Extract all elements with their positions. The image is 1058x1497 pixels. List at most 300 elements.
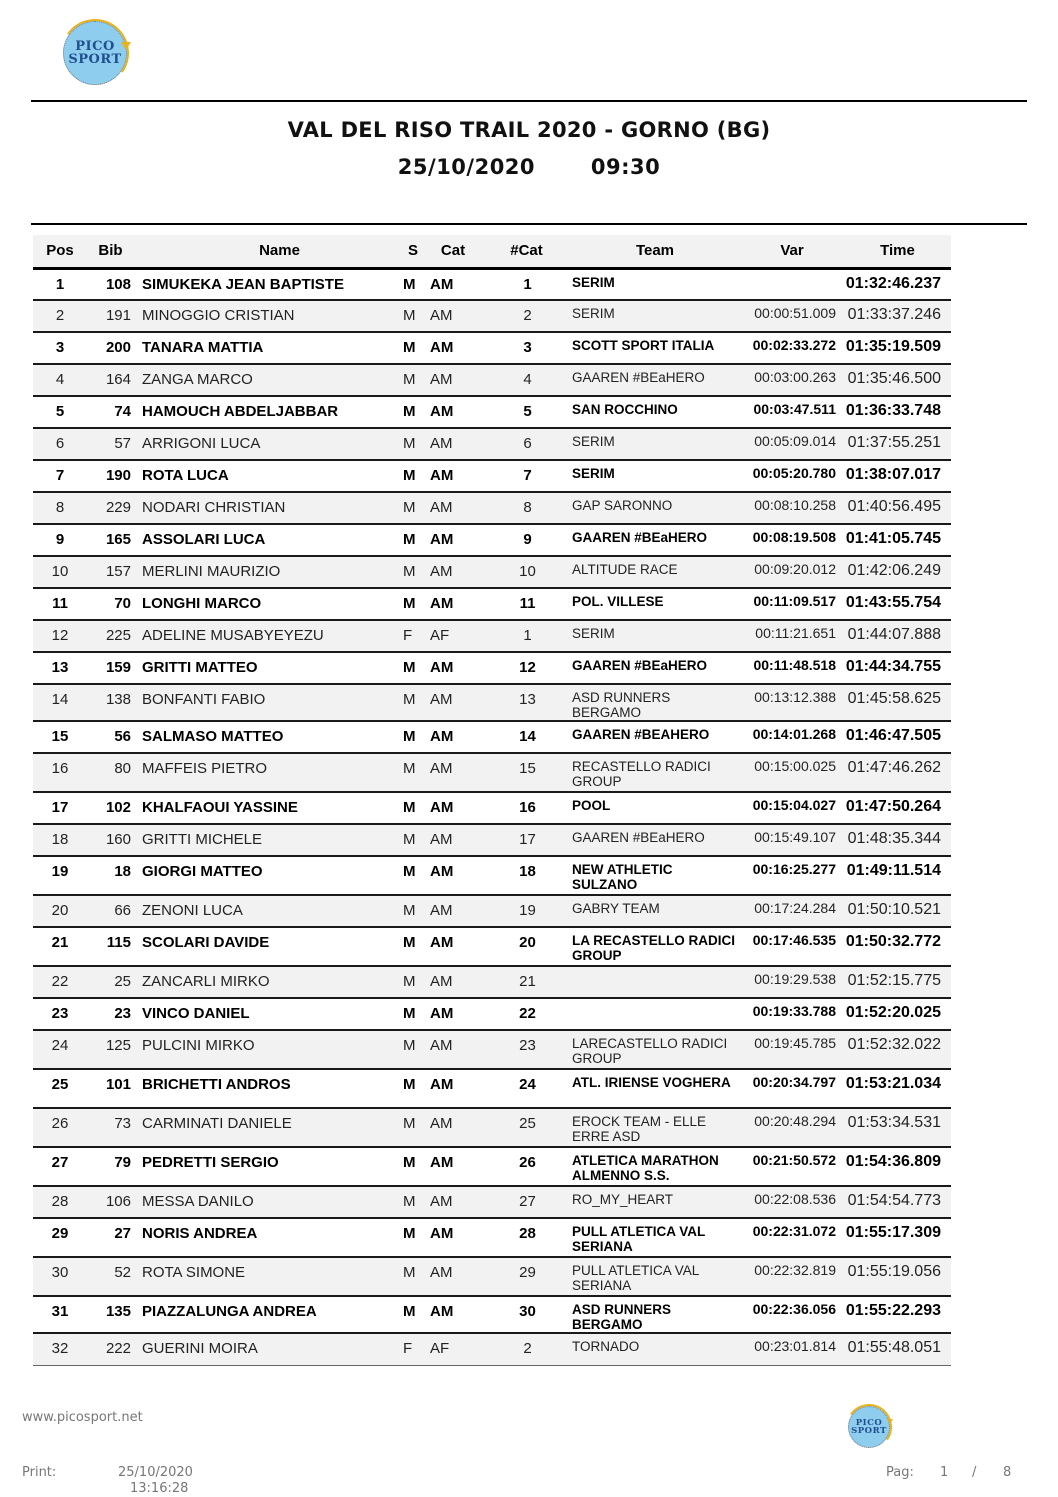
- bib-cell: 18: [87, 856, 134, 895]
- bib-cell: 108: [87, 268, 134, 300]
- gap-cell: 00:11:48.518: [740, 652, 844, 684]
- bib-cell: 74: [87, 396, 134, 428]
- footer-print-date: 25/10/2020: [118, 1465, 193, 1480]
- category-cell: AM: [423, 1147, 483, 1186]
- bib-cell: 57: [87, 428, 134, 460]
- bib-cell: 115: [87, 927, 134, 966]
- table-row: [33, 824, 951, 856]
- category-cell: AM: [423, 556, 483, 588]
- category-cell: AM: [423, 1218, 483, 1257]
- gap-cell: 00:21:50.572: [740, 1147, 844, 1186]
- gap-cell: 00:20:34.797: [740, 1069, 844, 1108]
- time-cell: 01:55:48.051: [844, 1333, 951, 1365]
- position-cell: 24: [33, 1030, 87, 1069]
- gap-cell: 00:14:01.268: [740, 721, 844, 753]
- sex-cell: M: [403, 460, 423, 492]
- team-cell: LA RECASTELLO RADICI GROUP: [570, 927, 740, 966]
- table-row: [33, 492, 951, 524]
- logo-arrow-icon: [887, 1419, 893, 1424]
- event-time: 09:30: [590, 155, 661, 179]
- category-cell: AM: [423, 824, 483, 856]
- athlete-name-cell: CARMINATI DANIELE: [134, 1108, 403, 1147]
- table-row: [33, 895, 951, 927]
- category-rank-cell: 16: [483, 792, 570, 824]
- position-cell: 13: [33, 652, 87, 684]
- logo-arc: [56, 14, 135, 93]
- time-cell: 01:47:46.262: [844, 753, 951, 792]
- gap-cell: 00:19:45.785: [740, 1030, 844, 1069]
- category-cell: AM: [423, 1108, 483, 1147]
- category-cell: AM: [423, 998, 483, 1030]
- gap-cell: 00:15:00.025: [740, 753, 844, 792]
- category-cell: AM: [423, 652, 483, 684]
- team-cell: EROCK TEAM - ELLE ERRE ASD: [570, 1108, 740, 1147]
- table-row: [33, 1257, 951, 1296]
- sex-cell: M: [403, 856, 423, 895]
- column-header-cat: Cat: [423, 235, 483, 268]
- category-cell: AM: [423, 1030, 483, 1069]
- category-rank-cell: 1: [483, 268, 570, 300]
- category-rank-cell: 21: [483, 966, 570, 998]
- position-cell: 22: [33, 966, 87, 998]
- results-body: [33, 268, 951, 1365]
- category-rank-cell: 19: [483, 895, 570, 927]
- category-rank-cell: 2: [483, 1333, 570, 1365]
- athlete-name-cell: LONGHI MARCO: [134, 588, 403, 620]
- sex-cell: F: [403, 620, 423, 652]
- category-cell: AM: [423, 856, 483, 895]
- time-cell: 01:55:19.056: [844, 1257, 951, 1296]
- time-cell: 01:43:55.754: [844, 588, 951, 620]
- position-cell: 32: [33, 1333, 87, 1365]
- athlete-name-cell: PEDRETTI SERGIO: [134, 1147, 403, 1186]
- time-cell: 01:55:22.293: [844, 1296, 951, 1333]
- gap-cell: 00:23:01.814: [740, 1333, 844, 1365]
- table-row: [33, 1147, 951, 1186]
- sex-cell: M: [403, 927, 423, 966]
- position-cell: 12: [33, 620, 87, 652]
- team-cell: GAAREN #BEAHERO: [570, 721, 740, 753]
- bib-cell: 27: [87, 1218, 134, 1257]
- position-cell: 28: [33, 1186, 87, 1218]
- gap-cell: 00:08:10.258: [740, 492, 844, 524]
- gap-cell: 00:20:48.294: [740, 1108, 844, 1147]
- team-cell: SERIM: [570, 460, 740, 492]
- time-cell: 01:55:17.309: [844, 1218, 951, 1257]
- category-cell: AM: [423, 460, 483, 492]
- team-cell: SERIM: [570, 268, 740, 300]
- bib-cell: 101: [87, 1069, 134, 1108]
- column-header-sex: S: [403, 235, 423, 268]
- table-row: [33, 684, 951, 721]
- table-row: [33, 1218, 951, 1257]
- sex-cell: M: [403, 1257, 423, 1296]
- gap-cell: 00:15:04.027: [740, 792, 844, 824]
- bib-cell: 160: [87, 824, 134, 856]
- header-divider-top: [31, 100, 1027, 102]
- category-rank-cell: 26: [483, 1147, 570, 1186]
- sex-cell: M: [403, 721, 423, 753]
- sex-cell: M: [403, 753, 423, 792]
- table-row: [33, 927, 951, 966]
- sex-cell: M: [403, 524, 423, 556]
- category-cell: AM: [423, 966, 483, 998]
- time-cell: 01:42:06.249: [844, 556, 951, 588]
- time-cell: 01:40:56.495: [844, 492, 951, 524]
- category-cell: AM: [423, 492, 483, 524]
- bib-cell: 79: [87, 1147, 134, 1186]
- column-header-bib: Bib: [87, 235, 134, 268]
- category-rank-cell: 25: [483, 1108, 570, 1147]
- table-row: [33, 396, 951, 428]
- athlete-name-cell: PIAZZALUNGA ANDREA: [134, 1296, 403, 1333]
- time-cell: 01:41:05.745: [844, 524, 951, 556]
- table-row: [33, 524, 951, 556]
- bib-cell: 102: [87, 792, 134, 824]
- results-table: [33, 235, 951, 1366]
- team-cell: ASD RUNNERS BERGAMO: [570, 684, 740, 721]
- position-cell: 10: [33, 556, 87, 588]
- athlete-name-cell: BRICHETTI ANDROS: [134, 1069, 403, 1108]
- position-cell: 25: [33, 1069, 87, 1108]
- athlete-name-cell: NODARI CHRISTIAN: [134, 492, 403, 524]
- position-cell: 17: [33, 792, 87, 824]
- sex-cell: M: [403, 300, 423, 332]
- category-rank-cell: 3: [483, 332, 570, 364]
- team-cell: [570, 966, 740, 998]
- team-cell: GAAREN #BEaHERO: [570, 524, 740, 556]
- table-row: [33, 856, 951, 895]
- athlete-name-cell: BONFANTI FABIO: [134, 684, 403, 721]
- category-rank-cell: 7: [483, 460, 570, 492]
- gap-cell: 00:22:31.072: [740, 1218, 844, 1257]
- position-cell: 20: [33, 895, 87, 927]
- sex-cell: M: [403, 1030, 423, 1069]
- event-date: 25/10/2020: [397, 155, 536, 179]
- table-row: [33, 792, 951, 824]
- footer-page-separator: /: [972, 1465, 977, 1480]
- sex-cell: M: [403, 556, 423, 588]
- bib-cell: 225: [87, 620, 134, 652]
- athlete-name-cell: MERLINI MAURIZIO: [134, 556, 403, 588]
- gap-cell: 00:11:21.651: [740, 620, 844, 652]
- footer-page-total: 8: [1003, 1465, 1012, 1480]
- sex-cell: M: [403, 998, 423, 1030]
- time-cell: 01:44:07.888: [844, 620, 951, 652]
- category-rank-cell: 12: [483, 652, 570, 684]
- gap-cell: 00:19:33.788: [740, 998, 844, 1030]
- category-cell: AM: [423, 1186, 483, 1218]
- position-cell: 5: [33, 396, 87, 428]
- athlete-name-cell: SALMASO MATTEO: [134, 721, 403, 753]
- bib-cell: 165: [87, 524, 134, 556]
- column-header-pos: Pos: [33, 235, 87, 268]
- position-cell: 8: [33, 492, 87, 524]
- time-cell: 01:38:07.017: [844, 460, 951, 492]
- team-cell: ATLETICA MARATHON ALMENNO S.S.: [570, 1147, 740, 1186]
- column-header-var: Var: [740, 235, 844, 268]
- pico-sport-logo: [63, 21, 127, 85]
- bib-cell: 200: [87, 332, 134, 364]
- sex-cell: M: [403, 684, 423, 721]
- table-row: [33, 1296, 951, 1333]
- team-cell: RO_MY_HEART: [570, 1186, 740, 1218]
- athlete-name-cell: ASSOLARI LUCA: [134, 524, 403, 556]
- category-rank-cell: 27: [483, 1186, 570, 1218]
- bib-cell: 66: [87, 895, 134, 927]
- athlete-name-cell: VINCO DANIEL: [134, 998, 403, 1030]
- team-cell: ALTITUDE RACE: [570, 556, 740, 588]
- category-rank-cell: 30: [483, 1296, 570, 1333]
- team-cell: SERIM: [570, 428, 740, 460]
- table-row: [33, 1333, 951, 1365]
- header-divider-bottom: [31, 223, 1027, 225]
- sex-cell: M: [403, 895, 423, 927]
- sex-cell: M: [403, 1108, 423, 1147]
- logo-text-line1: PICO: [75, 39, 115, 54]
- category-cell: AM: [423, 927, 483, 966]
- position-cell: 4: [33, 364, 87, 396]
- bib-cell: 52: [87, 1257, 134, 1296]
- category-rank-cell: 11: [483, 588, 570, 620]
- team-cell: SERIM: [570, 620, 740, 652]
- bib-cell: 164: [87, 364, 134, 396]
- bib-cell: 56: [87, 721, 134, 753]
- category-cell: AM: [423, 588, 483, 620]
- gap-cell: 00:17:24.284: [740, 895, 844, 927]
- position-cell: 9: [33, 524, 87, 556]
- position-cell: 18: [33, 824, 87, 856]
- logo-text-line2: SPORT: [851, 1426, 887, 1436]
- category-rank-cell: 14: [483, 721, 570, 753]
- athlete-name-cell: SIMUKEKA JEAN BAPTISTE: [134, 268, 403, 300]
- bib-cell: 70: [87, 588, 134, 620]
- team-cell: GAAREN #BEaHERO: [570, 364, 740, 396]
- gap-cell: 00:22:08.536: [740, 1186, 844, 1218]
- time-cell: 01:54:36.809: [844, 1147, 951, 1186]
- team-cell: RECASTELLO RADICI GROUP: [570, 753, 740, 792]
- team-cell: POL. VILLESE: [570, 588, 740, 620]
- category-rank-cell: 22: [483, 998, 570, 1030]
- athlete-name-cell: GUERINI MOIRA: [134, 1333, 403, 1365]
- bib-cell: 25: [87, 966, 134, 998]
- sex-cell: M: [403, 652, 423, 684]
- table-row: [33, 652, 951, 684]
- event-title: VAL DEL RISO TRAIL 2020 - GORNO (BG): [287, 118, 771, 142]
- gap-cell: 00:05:20.780: [740, 460, 844, 492]
- sex-cell: M: [403, 966, 423, 998]
- category-rank-cell: 18: [483, 856, 570, 895]
- category-rank-cell: 20: [483, 927, 570, 966]
- position-cell: 31: [33, 1296, 87, 1333]
- bib-cell: 23: [87, 998, 134, 1030]
- category-rank-cell: 9: [483, 524, 570, 556]
- position-cell: 30: [33, 1257, 87, 1296]
- time-cell: 01:35:19.509: [844, 332, 951, 364]
- time-cell: 01:48:35.344: [844, 824, 951, 856]
- athlete-name-cell: ROTA SIMONE: [134, 1257, 403, 1296]
- time-cell: 01:49:11.514: [844, 856, 951, 895]
- athlete-name-cell: TANARA MATTIA: [134, 332, 403, 364]
- team-cell: POOL: [570, 792, 740, 824]
- table-row: [33, 1069, 951, 1108]
- category-cell: AM: [423, 396, 483, 428]
- gap-cell: 00:09:20.012: [740, 556, 844, 588]
- position-cell: 2: [33, 300, 87, 332]
- athlete-name-cell: ARRIGONI LUCA: [134, 428, 403, 460]
- logo-text-line2: SPORT: [68, 52, 122, 67]
- time-cell: 01:52:20.025: [844, 998, 951, 1030]
- sex-cell: M: [403, 428, 423, 460]
- table-row: [33, 460, 951, 492]
- position-cell: 27: [33, 1147, 87, 1186]
- category-cell: AM: [423, 524, 483, 556]
- category-cell: AM: [423, 1296, 483, 1333]
- position-cell: 11: [33, 588, 87, 620]
- category-cell: AM: [423, 792, 483, 824]
- category-cell: AM: [423, 300, 483, 332]
- category-rank-cell: 15: [483, 753, 570, 792]
- category-cell: AM: [423, 895, 483, 927]
- team-cell: GAAREN #BEaHERO: [570, 824, 740, 856]
- position-cell: 7: [33, 460, 87, 492]
- time-cell: 01:37:55.251: [844, 428, 951, 460]
- footer-page-current: 1: [940, 1465, 949, 1480]
- table-row: [33, 1030, 951, 1069]
- table-row: [33, 588, 951, 620]
- table-row: [33, 300, 951, 332]
- athlete-name-cell: ZANCARLI MIRKO: [134, 966, 403, 998]
- category-rank-cell: 8: [483, 492, 570, 524]
- table-row: [33, 1108, 951, 1147]
- bib-cell: 80: [87, 753, 134, 792]
- sex-cell: M: [403, 1218, 423, 1257]
- sex-cell: F: [403, 1333, 423, 1365]
- column-header-name: Name: [134, 235, 403, 268]
- athlete-name-cell: KHALFAOUI YASSINE: [134, 792, 403, 824]
- table-row: [33, 268, 951, 300]
- category-rank-cell: 6: [483, 428, 570, 460]
- athlete-name-cell: ZENONI LUCA: [134, 895, 403, 927]
- category-cell: AM: [423, 364, 483, 396]
- position-cell: 3: [33, 332, 87, 364]
- category-cell: AF: [423, 620, 483, 652]
- sex-cell: M: [403, 1069, 423, 1108]
- position-cell: 6: [33, 428, 87, 460]
- time-cell: 01:44:34.755: [844, 652, 951, 684]
- team-cell: LARECASTELLO RADICI GROUP: [570, 1030, 740, 1069]
- position-cell: 15: [33, 721, 87, 753]
- logo-text-line1: PICO: [855, 1417, 883, 1428]
- bib-cell: 159: [87, 652, 134, 684]
- bib-cell: 135: [87, 1296, 134, 1333]
- gap-cell: 00:13:12.388: [740, 684, 844, 721]
- gap-cell: 00:11:09.517: [740, 588, 844, 620]
- position-cell: 26: [33, 1108, 87, 1147]
- position-cell: 16: [33, 753, 87, 792]
- athlete-name-cell: NORIS ANDREA: [134, 1218, 403, 1257]
- time-cell: 01:33:37.246: [844, 300, 951, 332]
- category-rank-cell: 13: [483, 684, 570, 721]
- gap-cell: [740, 268, 844, 300]
- time-cell: 01:50:32.772: [844, 927, 951, 966]
- position-cell: 19: [33, 856, 87, 895]
- gap-cell: 00:22:36.056: [740, 1296, 844, 1333]
- sex-cell: M: [403, 492, 423, 524]
- gap-cell: 00:02:33.272: [740, 332, 844, 364]
- gap-cell: 00:08:19.508: [740, 524, 844, 556]
- gap-cell: 00:16:25.277: [740, 856, 844, 895]
- team-cell: SAN ROCCHINO: [570, 396, 740, 428]
- gap-cell: 00:22:32.819: [740, 1257, 844, 1296]
- team-cell: [570, 998, 740, 1030]
- category-rank-cell: 5: [483, 396, 570, 428]
- team-cell: GAP SARONNO: [570, 492, 740, 524]
- time-cell: 01:53:21.034: [844, 1069, 951, 1108]
- sex-cell: M: [403, 1296, 423, 1333]
- table-row: [33, 620, 951, 652]
- category-rank-cell: 24: [483, 1069, 570, 1108]
- category-cell: AM: [423, 268, 483, 300]
- team-cell: PULL ATLETICA VAL SERIANA: [570, 1257, 740, 1296]
- team-cell: GAAREN #BEaHERO: [570, 652, 740, 684]
- logo-arrow-icon: [121, 42, 131, 50]
- athlete-name-cell: PULCINI MIRKO: [134, 1030, 403, 1069]
- event-datetime: [0, 155, 1058, 179]
- team-cell: NEW ATHLETIC SULZANO: [570, 856, 740, 895]
- bib-cell: 106: [87, 1186, 134, 1218]
- table-row: [33, 428, 951, 460]
- table-row: [33, 966, 951, 998]
- time-cell: 01:35:46.500: [844, 364, 951, 396]
- category-rank-cell: 1: [483, 620, 570, 652]
- category-rank-cell: 29: [483, 1257, 570, 1296]
- team-cell: ATL. IRIENSE VOGHERA: [570, 1069, 740, 1108]
- athlete-name-cell: ROTA LUCA: [134, 460, 403, 492]
- gap-cell: 00:05:09.014: [740, 428, 844, 460]
- pico-sport-footer-logo: [848, 1406, 890, 1448]
- category-rank-cell: 17: [483, 824, 570, 856]
- footer-print-label: Print:: [22, 1465, 57, 1480]
- time-cell: 01:45:58.625: [844, 684, 951, 721]
- position-cell: 29: [33, 1218, 87, 1257]
- sex-cell: M: [403, 824, 423, 856]
- athlete-name-cell: HAMOUCH ABDELJABBAR: [134, 396, 403, 428]
- category-cell: AM: [423, 684, 483, 721]
- bib-cell: 229: [87, 492, 134, 524]
- sex-cell: M: [403, 268, 423, 300]
- time-cell: 01:47:50.264: [844, 792, 951, 824]
- category-rank-cell: 10: [483, 556, 570, 588]
- athlete-name-cell: GIORGI MATTEO: [134, 856, 403, 895]
- time-cell: 01:36:33.748: [844, 396, 951, 428]
- team-cell: GABRY TEAM: [570, 895, 740, 927]
- team-cell: SCOTT SPORT ITALIA: [570, 332, 740, 364]
- category-rank-cell: 4: [483, 364, 570, 396]
- sex-cell: M: [403, 1186, 423, 1218]
- time-cell: 01:52:32.022: [844, 1030, 951, 1069]
- table-row: [33, 721, 951, 753]
- bib-cell: 157: [87, 556, 134, 588]
- time-cell: 01:52:15.775: [844, 966, 951, 998]
- column-header-time: Time: [844, 235, 951, 268]
- gap-cell: 00:00:51.009: [740, 300, 844, 332]
- bib-cell: 191: [87, 300, 134, 332]
- athlete-name-cell: ADELINE MUSABYEYEZU: [134, 620, 403, 652]
- gap-cell: 00:17:46.535: [740, 927, 844, 966]
- footer-website: www.picosport.net: [22, 1410, 143, 1425]
- table-row: [33, 753, 951, 792]
